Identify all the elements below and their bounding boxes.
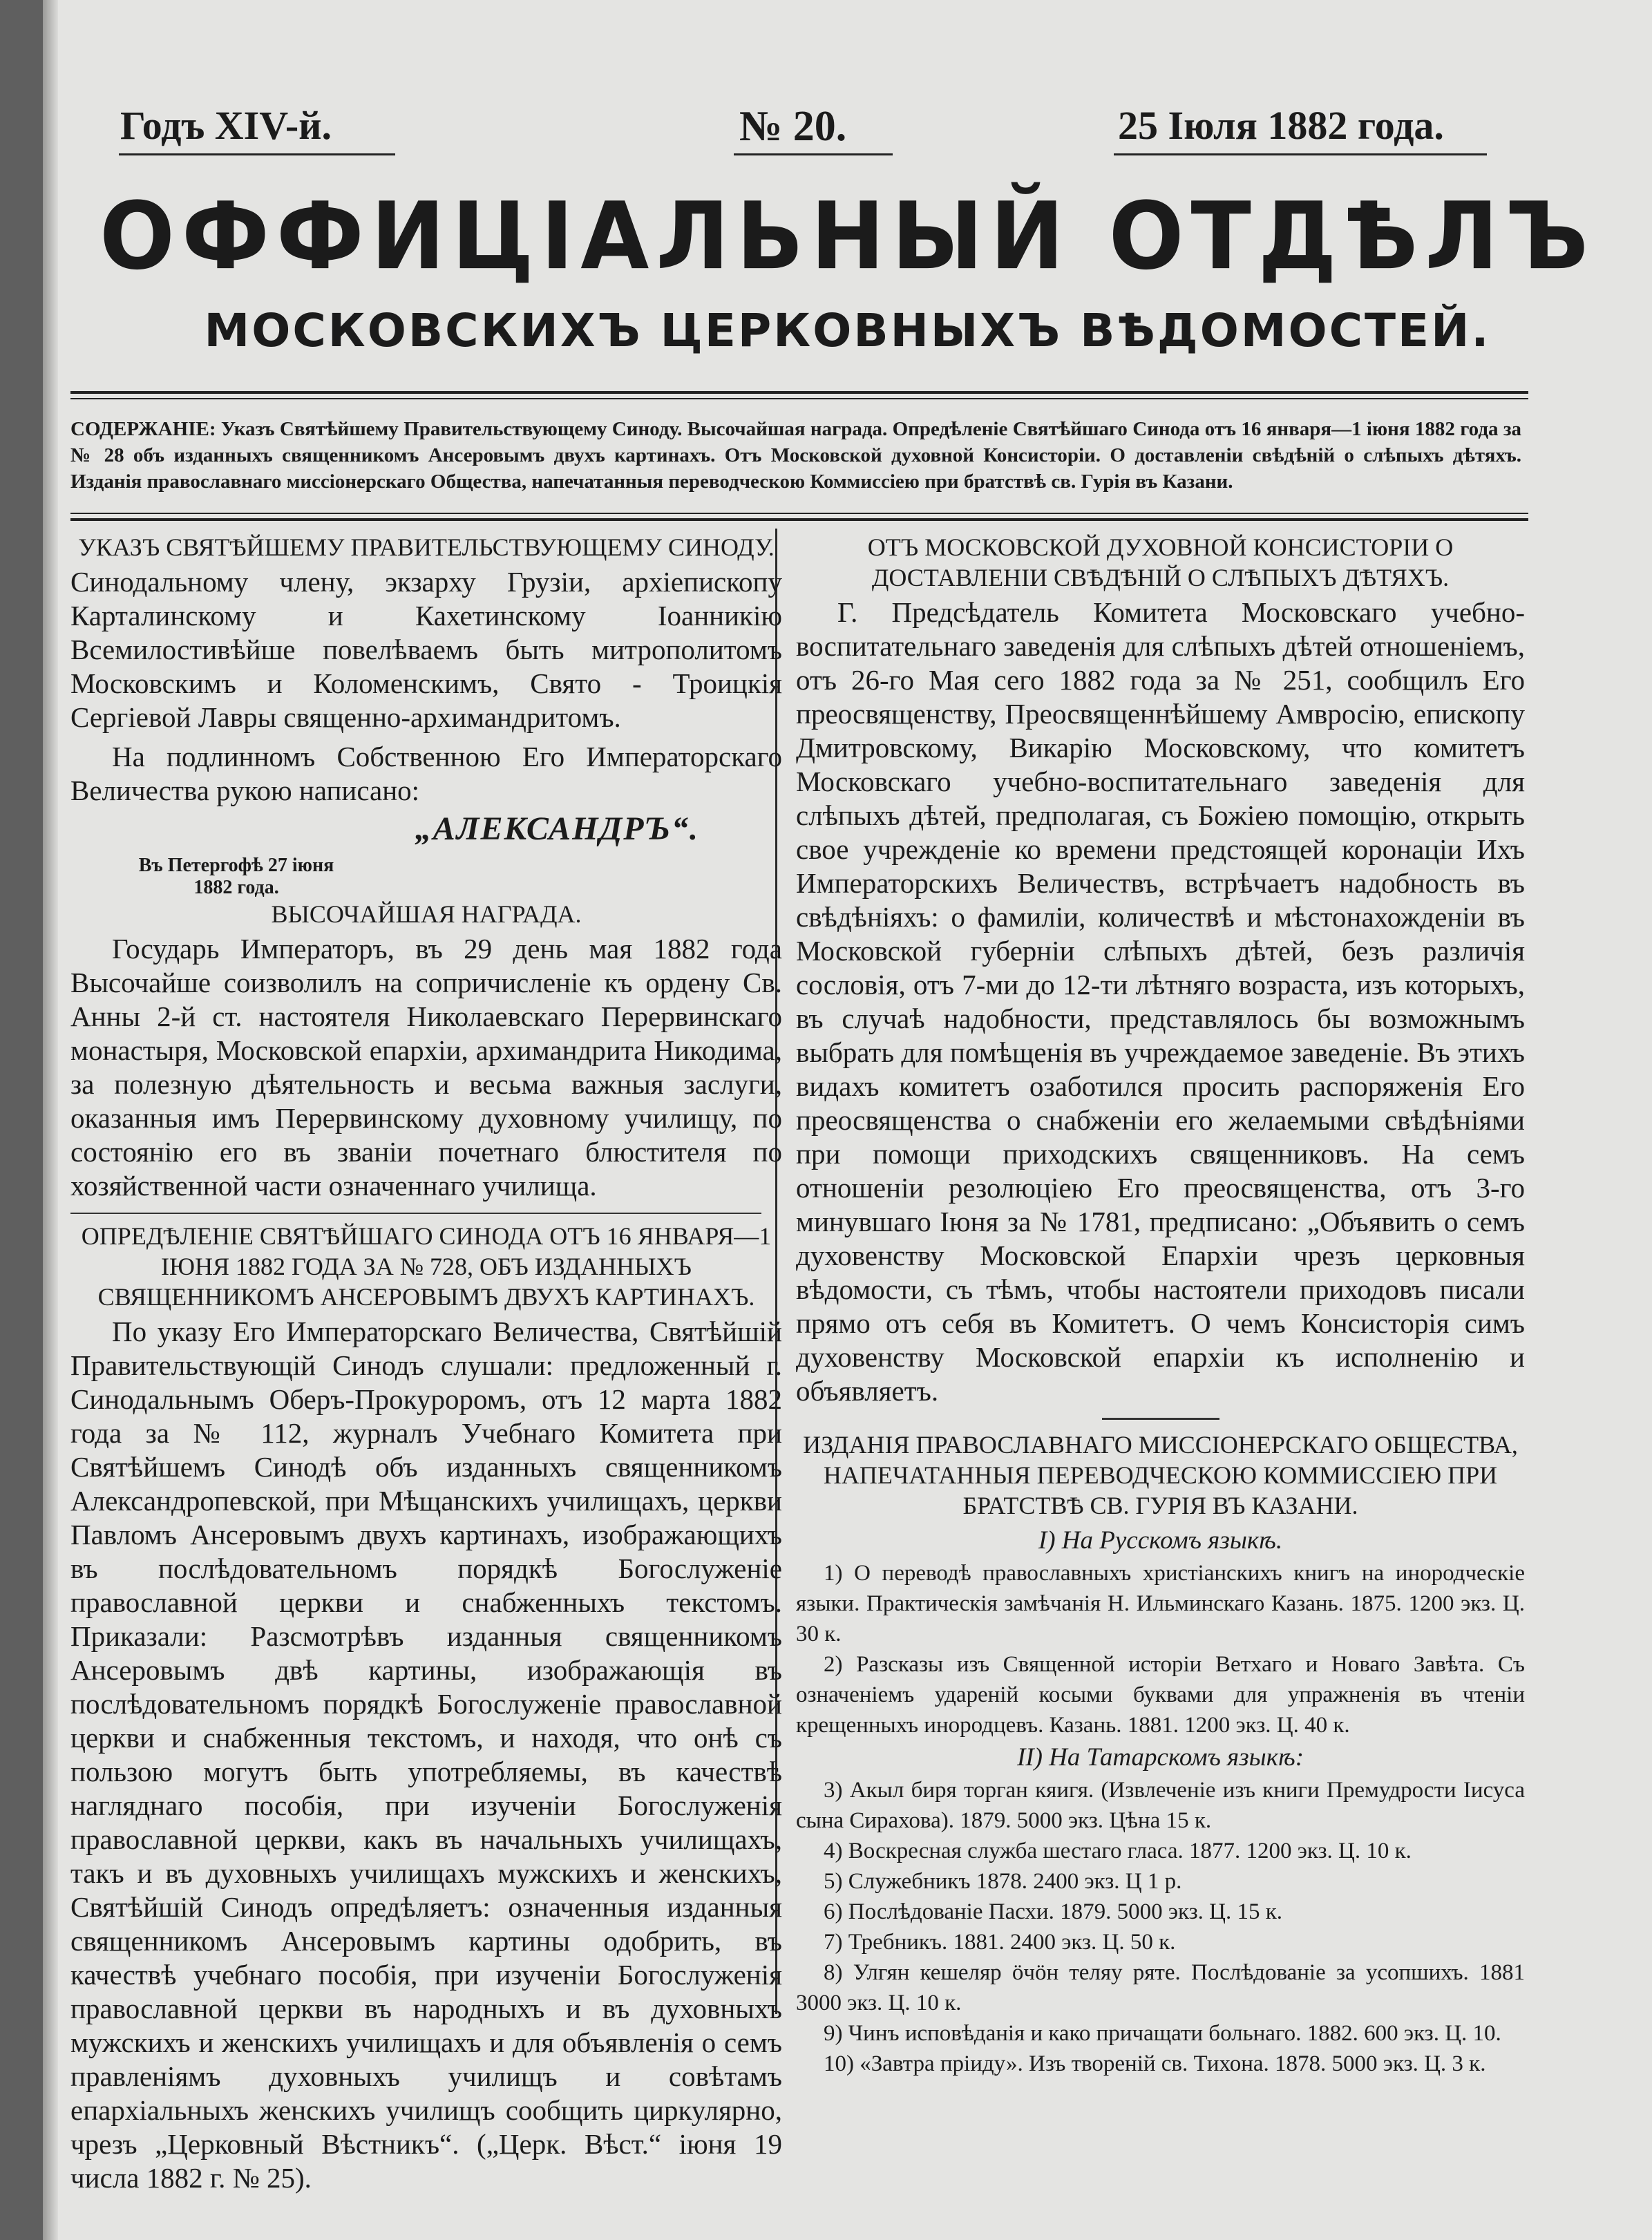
masthead-rule-bottom xyxy=(70,398,1528,399)
synod-heading: ОПРЕДѢЛЕНІЕ СВЯТѢЙШАГО СИНОДА ОТЪ 16 ЯНВАРЯ—1 ІЮНЯ 1882 ГОДА ЗА № 728, ОБЪ ИЗДАННЫХЪ СВЯЩЕННИКОМЪ АНСЕРОВЫМЪ ДВУХЪ КАРТИНАХЪ. xyxy=(81,1222,772,1311)
section-divider xyxy=(1102,1418,1219,1420)
ukaz-text: Синодальному члену, экзарху Грузіи, архіепископу Карталинскому и Кахетинскому Іоанникію Всемилостивѣйше повелѣваемъ быть митрополитомъ Московскимъ и Коломенскимъ, Свято - Троицкія Сергіевой Лавры священно-архимандритомъ. xyxy=(70,566,782,733)
list-item: 6) Послѣдованіе Пасхи. 1879. 5000 экз. Ц. 15 к. xyxy=(824,1899,1282,1924)
list-item: 7) Требникъ. 1881. 2400 экз. Ц. 50 к. xyxy=(824,1930,1176,1955)
newspaper-page xyxy=(43,0,1652,2240)
synod-text: По указу Его Императорскаго Величества, Святѣйшій Правительствующій Синодъ слушали: предложенный г. Синодальнымъ Оберъ-Прокуроромъ, отъ 12 марта 1882 года за № 112, журналъ Учебнаго Комитета при Святѣйшемъ Синодѣ объ изданныхъ священникомъ Александропевской, при Мѣщанскихъ училищахъ, церкви Павломъ Ансеровымъ двухъ картинахъ, изображающихъ въ послѣдовательномъ порядкѣ Богослуженіе православной церкви и снабженныхъ текстомъ. Приказали: Разсмотрѣвъ изданныя священникомъ Ансеровымъ двѣ картины, изображающія въ послѣдовательномъ порядкѣ Богослуженіе православной церкви и снабженныя текстомъ, и находя, что онѣ съ пользою могутъ быть употребляемы, въ качествѣ нагляднаго пособія, при изученіи Богослуженія православной церкви, какъ въ начальныхъ училищахъ, такъ и въ духовныхъ училищахъ мужскихъ и женскихъ, Святѣйшій Синодъ опредѣляетъ: означенныя изданныя священникомъ Ансеровымъ картины одобрить, въ качествѣ учебнаго пособія, при изученіи Богослуженія православной церкви въ народныхъ и въ духовныхъ мужскихъ и женскихъ училищахъ и для объявленія о семъ правленіямъ духовныхъ училищъ и совѣтамъ епархіальныхъ женскихъ училищъ сообщить циркулярно, чрезъ „Церковный Вѣстникъ“. („Церк. Вѣст.“ іюня 19 числа 1882 г. № 25). xyxy=(70,1316,782,2194)
header-rule-right xyxy=(1114,153,1487,155)
society-heading: ИЗДАНІЯ ПРАВОСЛАВНАГО МИССІОНЕРСКАГО ОБЩЕСТВА, НАПЕЧАТАННЫЯ ПЕРЕВОДЧЕСКОЮ КОММИССІЕЮ ПРИ БРАТСТВѢ СВ. ГУРІЯ ВЪ КАЗАНИ. xyxy=(803,1431,1518,1519)
ukaz-note: На подлинномъ Собственною Его Императорскаго Величества рукою написано: xyxy=(70,741,782,806)
header-rule-left xyxy=(119,153,395,155)
consistory-heading: ОТЪ МОСКОВСКОЙ ДУХОВНОЙ КОНСИСТОРІИ О ДОСТАВЛЕНІИ СВѢДѢНІЙ О СЛѢПЫХЪ ДѢТЯХЪ. xyxy=(867,533,1454,591)
award-text: Государь Императоръ, въ 29 день мая 1882 года Высочайше соизволилъ на сопричисленіе къ ордену Св. Анны 2-й ст. настоятеля Николаевскаго Перервинскаго монастыря, Московской епархіи, архимандрита Никодима, за полезную дѣятельность и весьма важныя заслуги, оказанныя имъ Перервинскому духовному училищу, по состоянію его въ званіи почетнаго блюстителя по хозяйственной части означеннаго училища. xyxy=(70,933,782,1202)
masthead-rule-top xyxy=(70,391,1528,394)
section-russian-label: I) На Русскомъ языкѣ. xyxy=(1038,1526,1283,1555)
award-heading: ВЫСОЧАЙШАЯ НАГРАДА. xyxy=(271,900,582,928)
section-tatar xyxy=(796,1740,1525,1775)
ukaz-heading: УКАЗЪ СВЯТѢЙШЕМУ ПРАВИТЕЛЬСТВУЮЩЕМУ СИНОДУ. xyxy=(78,533,775,561)
list-item: 1) О переводѣ православныхъ христіанскихъ книгъ на инородческіе языки. Практическія замѣчанія Н. Ильминскаго Казань. 1875. 1200 экз. Ц. 30 к. xyxy=(796,1561,1525,1646)
issue-date: 25 Іюля 1882 года. xyxy=(1118,103,1444,148)
signature-place-date: Въ Петергофѣ 27 іюня 1882 года. xyxy=(138,855,334,898)
issue-number: № 20. xyxy=(739,103,847,150)
section-russian xyxy=(796,1524,1525,1558)
section-divider xyxy=(70,1213,761,1214)
list-item: 10) «Завтра пріиду». Изъ твореній св. Тихона. 1878. 5000 экз. Ц. 3 к. xyxy=(824,2051,1486,2076)
list-item: 8) Улгян кешеляр ӧчӧн теляу ряте. Послѣдованіе за усопшихъ. 1881 3000 экз. Ц. 10 к. xyxy=(796,1960,1525,2015)
header-rule-mid xyxy=(734,153,893,155)
consistory-text: Г. Предсѣдатель Комитета Московскаго учебно-воспитательнаго заведенія для слѣпыхъ дѣтей отношеніемъ, отъ 26-го Мая сего 1882 года за № 251, сообщилъ Его преосвященству, Преосвященнѣйшему Амвросію, епископу Дмитровскому, Викарію Московскому, что комитетъ Московскаго учебно-воспитательнаго заведенія для слѣпыхъ дѣтей, предполагая, съ Божіею помощію, открыть свое учрежденіе ко времени предстоящей коронаціи Ихъ Императорскихъ Величествъ, встрѣчаетъ надобность въ свѣдѣніяхъ: о фамиліи, количествѣ и мѣстонахожденіи въ Московской губерніи слѣпыхъ дѣтей, безъ различія сословія, отъ 7-ми до 12-ти лѣтняго возраста, изъ которыхъ, въ случаѣ надобности, представлялось бы возможнымъ выбрать для помѣщенія въ учреждаемое заведеніе. Въ этихъ видахъ комитетъ озаботился просить распоряженія Его преосвященства о снабженіи его желаемыми свѣдѣніями при помощи приходскихъ священниковъ. На семъ отношеніи резолюціею Его преосвященства, отъ 3-го минувшаго Іюня за № 1781, предписано: „Объявить о семъ духовенству Московской Епархіи чрезъ церковныя вѣдомости, съ тѣмъ, чтобы настоятели приходовъ писали прямо отъ себя въ Комитетъ. О чемъ Консисторія симъ духовенству Московской епархіи къ исполненію и объявляетъ. xyxy=(796,596,1525,1407)
list-item: 4) Воскресная служба шестаго гласа. 1877. 1200 экз. Ц. 10 к. xyxy=(824,1839,1412,1863)
list-item: 5) Служебникъ 1878. 2400 экз. Ц 1 р. xyxy=(824,1869,1182,1894)
imperial-signature: „АЛЕКСАНДРЪ“. xyxy=(415,810,699,847)
issue-year: Годъ XIV-й. xyxy=(120,103,332,148)
list-item: 2) Разсказы изъ Священной исторіи Ветхаго и Новаго Завѣта. Съ означеніемъ удареній косыми буквами для упражненія въ чтеніи крещенныхъ инородцевъ. Казань. 1881. 1200 экз. Ц. 40 к. xyxy=(796,1652,1525,1738)
contents-rule-bottom xyxy=(70,518,1528,521)
table-of-contents: СОДЕРЖАНІЕ: Указъ Святѣйшему Правительствующему Синоду. Высочайшая награда. Опредѣленіе Святѣйшаго Синода отъ 16 января—1 іюня 1882 года за № 28 объ изданныхъ священникомъ Ансеровымъ двухъ картинахъ. Отъ Московской духовной Консисторіи. О доставленіи свѣдѣній о слѣпыхъ дѣтяхъ. Изданія православнаго миссіонерскаго Общества, напечатанныя переводческою Коммиссіею при братствѣ св. Гурія въ Казани. xyxy=(70,418,1521,493)
right-column xyxy=(796,532,1525,2079)
list-item: 9) Чинъ исповѣданія и како причащати больнаго. 1882. 600 экз. Ц. 10. xyxy=(824,2021,1501,2046)
section-tatar-label: II) На Татарскомъ языкѣ: xyxy=(1016,1743,1304,1772)
left-column xyxy=(70,532,782,2195)
masthead-title: ОФФИЦІАЛЬНЫЙ ОТДѢЛЪ xyxy=(99,182,1595,291)
contents-rule-top xyxy=(70,513,1528,514)
list-item: 3) Акыл биря торган кяигя. (Извлеченіе изъ книги Премудрости Іисуса сына Сирахова). 1879. 5000 экз. Цѣна 15 к. xyxy=(796,1778,1525,1833)
masthead-subtitle: МОСКОВСКИХЪ ЦЕРКОВНЫХЪ ВѢДОМОСТЕЙ. xyxy=(204,304,1491,357)
